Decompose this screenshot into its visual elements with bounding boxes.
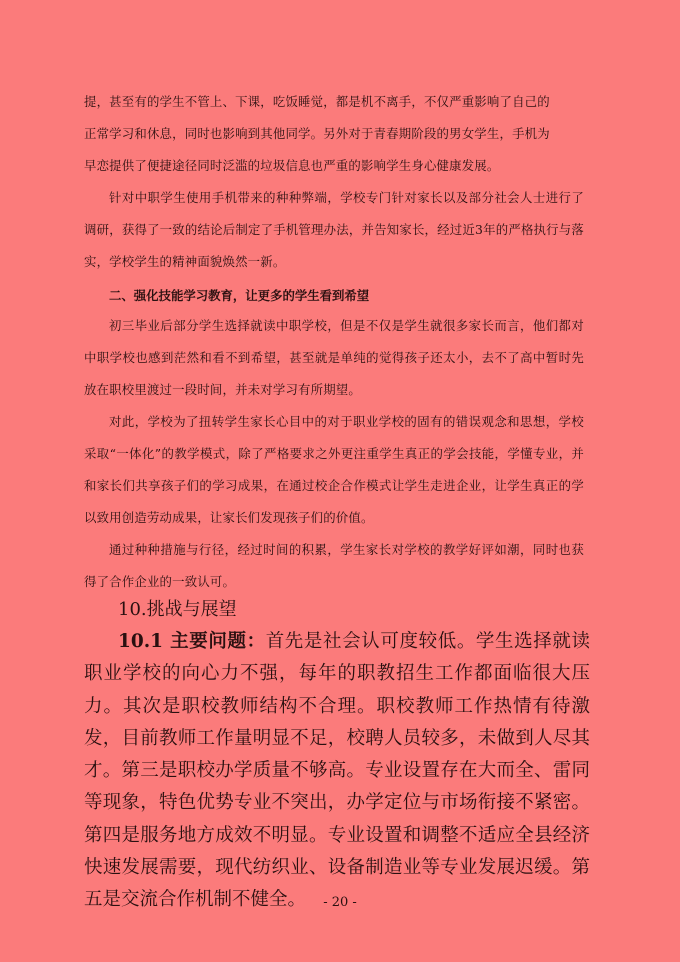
page-number: - 20 - [323,895,357,910]
paragraph-junior-students [84,310,584,406]
text-line: 正常学习和休息，同时也影响到其他同学。另外对于青春期阶段的男女学生，手机为 [84,126,550,141]
paragraph-text: 通过种种措施与行径，经过时间的积累，学生家长对学校的教学好评如潮，同时也获得了合作企业的一致认可。 [84,542,584,589]
paragraph-phone-policy [84,182,584,278]
paragraph-main-problems [84,626,590,917]
text-line: 早恋提供了便捷途径同时泛滥的垃圾信息也严重的影响学生身心健康发展。 [84,158,500,173]
section-heading-2: 二、强化技能学习教育，让更多的学生看到希望 [109,288,370,303]
paragraph-results [84,534,584,598]
paragraph-text: 针对中职学生使用手机带来的种种弊端，学校专门针对家长以及部分社会人士进行了调研，获得了一致的结论后制定了手机管理办法，并告知家长，经过近3年的严格执行与落实，学校学生的精神面貌焕然一新。 [84,190,584,269]
paragraph-text: 首先是社会认可度较低。学生选择就读职业学校的向心力不强，每年的职教招生工作都面临很大压力。其次是职校教师结构不合理。职校教师工作热情有待激发，目前教师工作量明显不足，校聘人员较多，未做到人尽其才。第三是职校办学质量不够高。专业设置存在大而全、雷同等现象，特色优势专业不突出，办学定位与市场衔接不紧密。第四是服务地方成效不明显。专业设置和调整不适应全县经济快速发展需要，现代纺织业、设备制造业等专业发展迟缓。第五是交流合作机制不健全。 [84,631,590,911]
section-heading-10: 10.挑战与展望 [118,599,237,620]
text-line: 提，甚至有的学生不管上、下课，吃饭睡觉，都是机不离手，不仅严重影响了自己的 [84,94,550,109]
paragraph-text: 初三毕业后部分学生选择就读中职学校，但是不仅是学生就很多家长而言，他们都对中职学校也感到茫然和看不到希望，甚至就是单纯的觉得孩子还太小，去不了高中暂时先放在职校里渡过一段时间，并未对学习有所期望。 [84,318,584,397]
paragraph-school-response [84,406,584,534]
subsection-lead: 10.1 主要问题： [118,631,266,652]
paragraph-text: 对此，学校为了扭转学生家长心目中的对于职业学校的固有的错误观念和思想，学校采取“一体化”的教学模式，除了严格要求之外更注重学生真正的学会技能，学懂专业，并和家长们共享孩子们的学习成果，在通过校企合作模式让学生走进企业，让学生真正的学以致用创造劳动成果，让家长们发现孩子们的价值。 [84,414,584,525]
paragraph-phone-impact [84,86,584,182]
